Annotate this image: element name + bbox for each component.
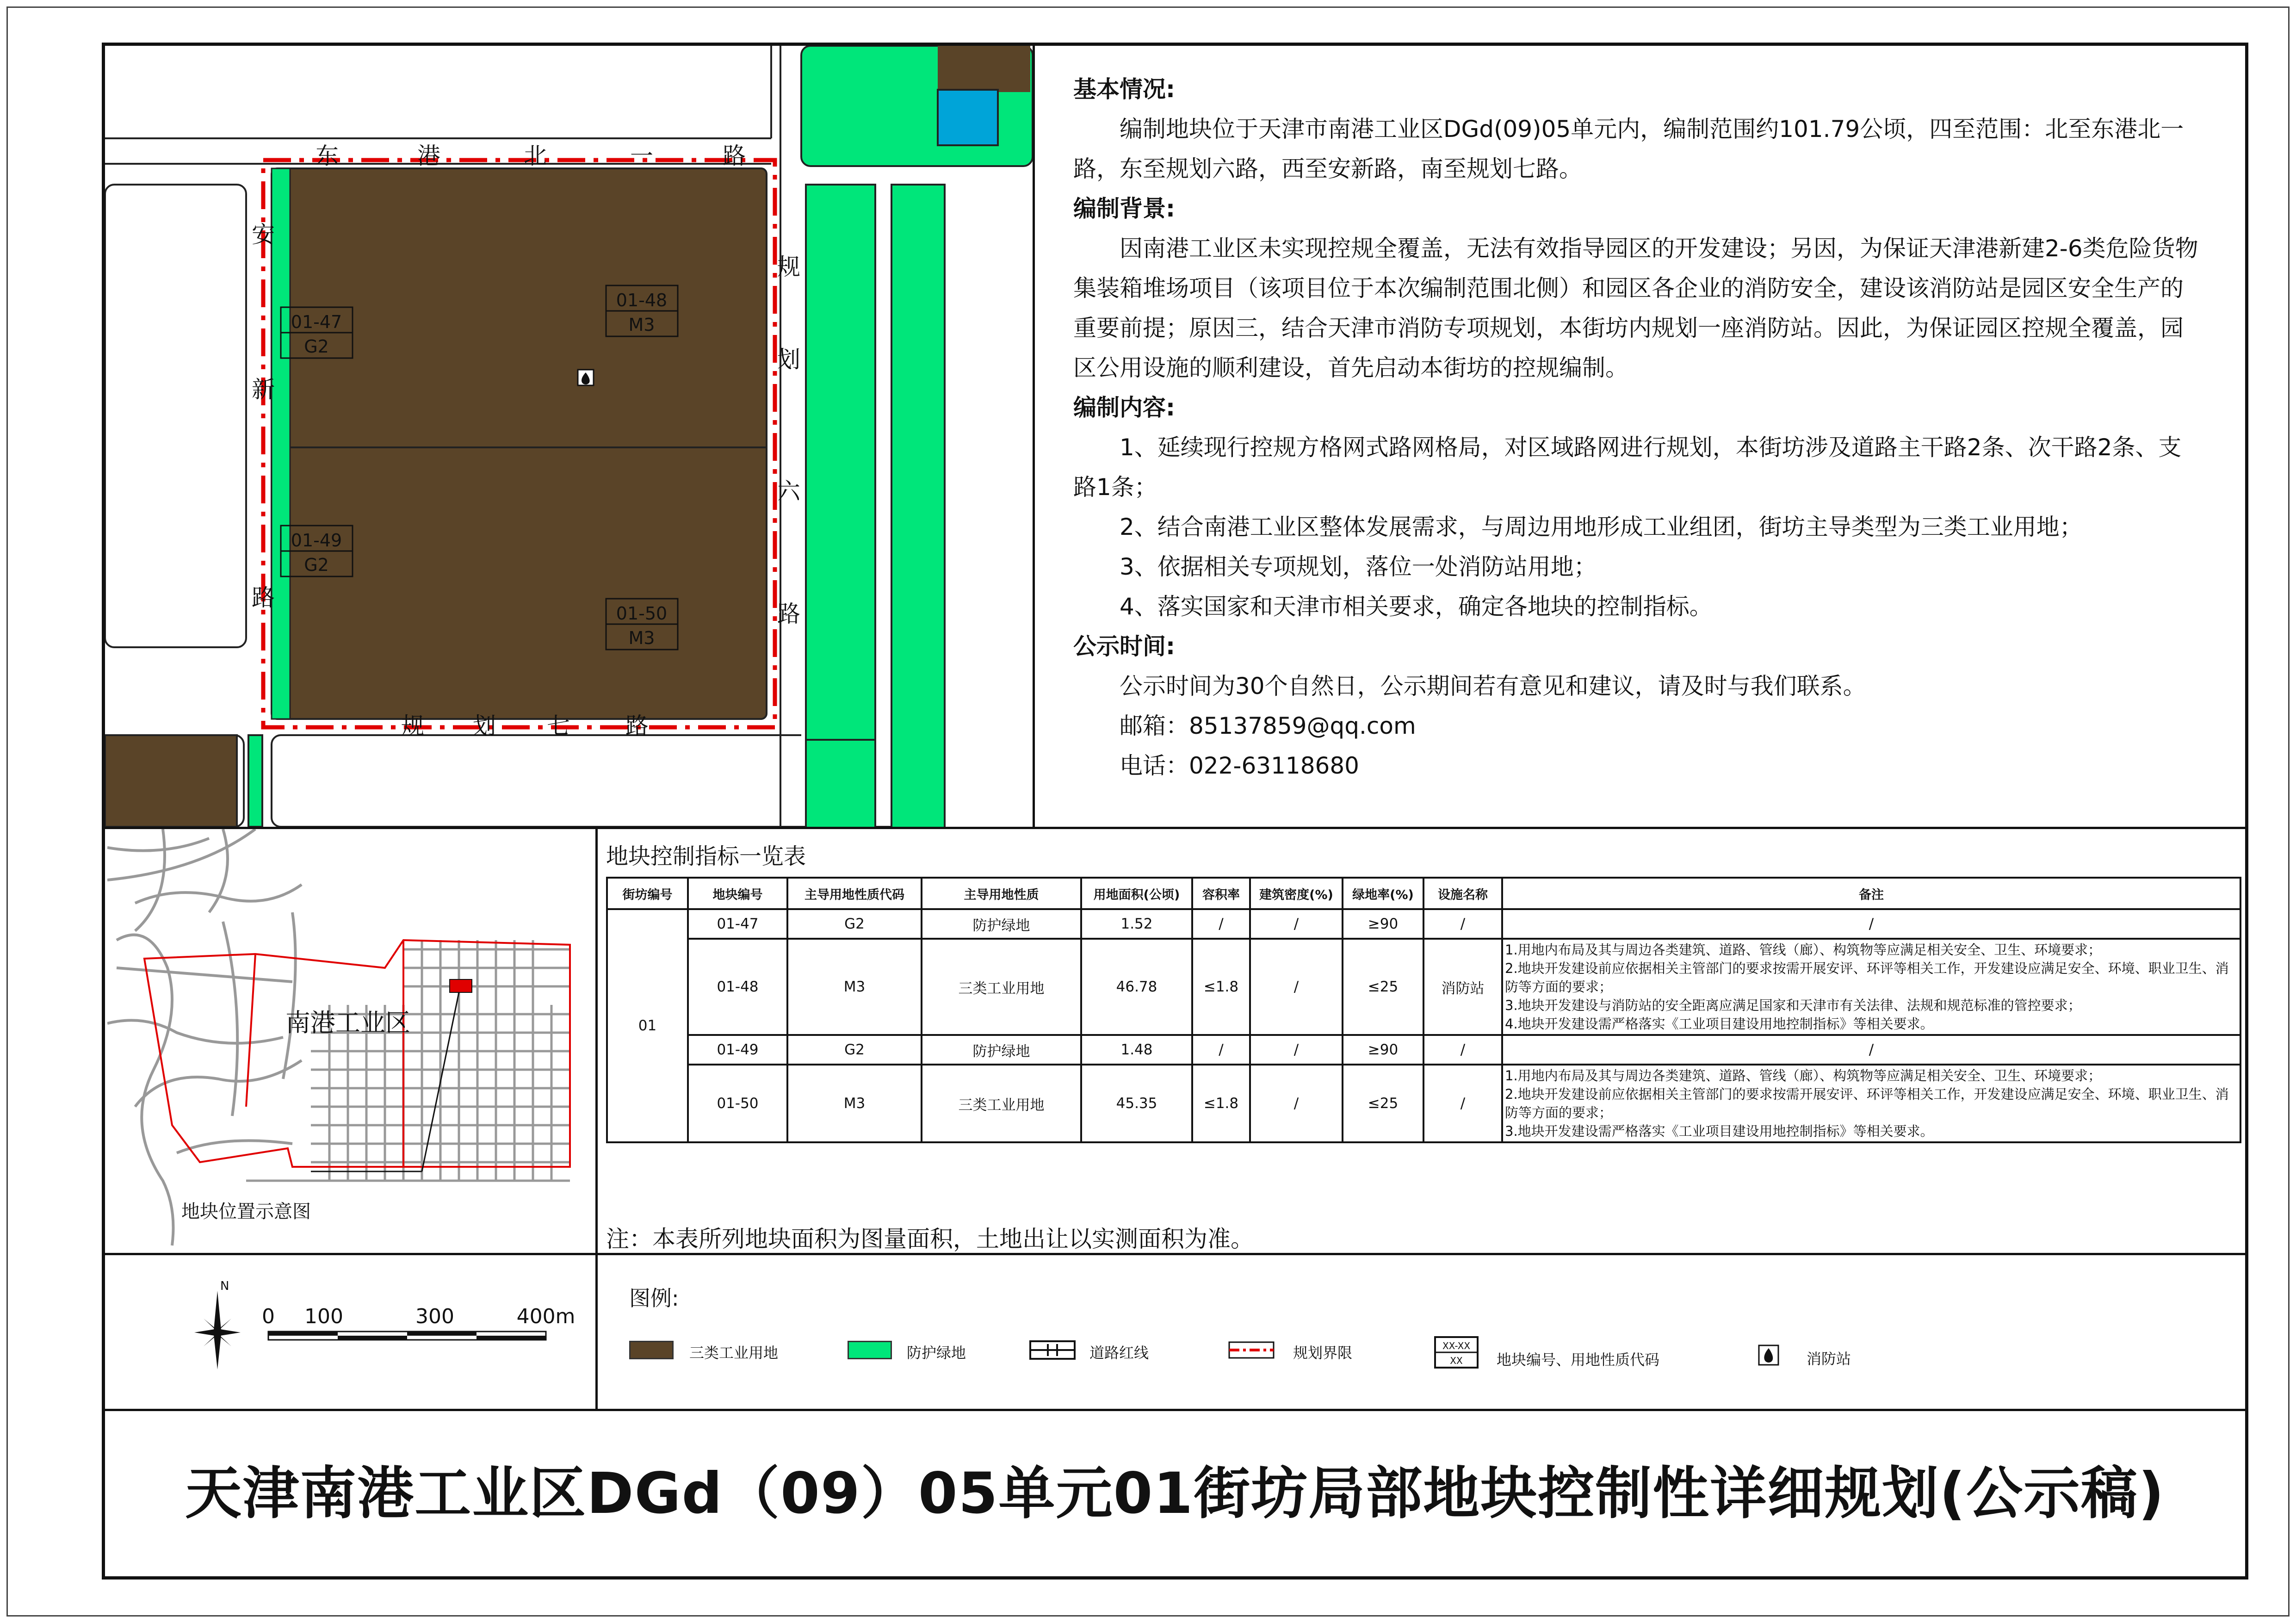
divider-legend-title xyxy=(105,1409,2245,1411)
scale-label: 0 xyxy=(262,1305,275,1328)
parcel-code-01-48: 01-48 xyxy=(616,290,668,310)
cell-note xyxy=(1502,1065,2240,1142)
info-phone: 电话：022-63118680 xyxy=(1120,752,1359,779)
cell-far: ≤1.8 xyxy=(1192,1065,1250,1142)
col-header: 主导用地性质 xyxy=(922,878,1081,909)
info-background-text: 因南港工业区未实现控规全覆盖，无法有效指导园区的开发建设；另因，为保证天津港新建2-6类危险货物集装箱堆场项目（该项目位于本次编制范围北侧）和园区各企业的消防安全，建设该消防站是园区安全生产的重要前提；原因三，结合天津市消防专项规划，本街坊内规划一座消防站。因此，为保证园区控规全覆盖，园区公用设施的顺利建设，首先启动本街坊的控规编制。 xyxy=(1073,235,2198,381)
legend-boundary-icon xyxy=(1228,1339,1275,1361)
divider-map-info xyxy=(1033,46,1035,828)
scale-bar xyxy=(262,1305,575,1340)
cell-density: / xyxy=(1250,1035,1343,1065)
parcel-code-01-50: 01-50 xyxy=(616,603,668,624)
legend-label-fire-station: 消防站 xyxy=(1807,1350,1851,1368)
info-panel xyxy=(1073,69,2202,786)
cell-note xyxy=(1502,939,2240,1035)
road-north-char-4: 一 xyxy=(630,142,653,169)
col-header: 备注 xyxy=(1502,878,2240,909)
cell-green: ≥90 xyxy=(1343,1035,1423,1065)
info-content-item: 4、落实国家和天津市相关要求，确定各地块的控制指标。 xyxy=(1120,593,1713,620)
road-north-char-5: 路 xyxy=(723,142,746,169)
table-row xyxy=(607,909,2240,939)
fire-station-icon xyxy=(578,370,594,385)
cell-far: / xyxy=(1192,909,1250,939)
cell-area: 46.78 xyxy=(1081,939,1192,1035)
info-email: 邮箱：85137859@qq.com xyxy=(1120,712,1416,739)
legend-label-industrial: 三类工业用地 xyxy=(689,1344,779,1362)
road-south-char-4: 路 xyxy=(625,712,649,739)
col-header: 地块编号 xyxy=(688,878,787,909)
block-code-cell: 01 xyxy=(607,909,688,1142)
road-east-char-3: 六 xyxy=(777,478,800,505)
north-label: N xyxy=(220,1279,229,1293)
info-heading-background: 编制背景: xyxy=(1073,195,1175,222)
cell-landuse-code: M3 xyxy=(787,939,922,1035)
cell-landuse: 三类工业用地 xyxy=(922,1065,1081,1142)
cell-green: ≤25 xyxy=(1343,939,1423,1035)
cell-density: / xyxy=(1250,1065,1343,1142)
note-line: 4.地块开发建设需严格落实《工业项目建设用地控制指标》等相关要求。 xyxy=(1505,1016,1934,1032)
cell-density: / xyxy=(1250,939,1343,1035)
col-header: 用地面积(公顷) xyxy=(1081,878,1192,909)
parcel-code-01-49: 01-49 xyxy=(291,530,342,551)
site-plan-map xyxy=(105,46,1033,827)
location-map xyxy=(107,829,593,1251)
cell-area: 1.52 xyxy=(1081,909,1192,939)
road-west-char-1: 安 xyxy=(252,221,275,248)
legend-title: 图例: xyxy=(629,1286,679,1311)
cell-green: ≤25 xyxy=(1343,1065,1423,1142)
cell-facility: / xyxy=(1423,909,1502,939)
cell-green: ≥90 xyxy=(1343,909,1423,939)
control-index-table xyxy=(606,877,2241,1143)
legend-swatch-industrial xyxy=(629,1341,674,1359)
district-label: 南港工业区 xyxy=(285,1008,410,1037)
parcel-landuse-01-48: M3 xyxy=(628,315,655,335)
note-line: 3.地块开发建设与消防站的安全距离应满足国家和天津市有关法律、法规和规范标准的管控要求； xyxy=(1505,997,2081,1013)
cell-code: 01-48 xyxy=(688,939,787,1035)
parcel-landuse-01-49: G2 xyxy=(304,555,329,575)
legend-swatch-green xyxy=(848,1341,892,1359)
table-row xyxy=(607,1065,2240,1142)
road-west-char-3: 路 xyxy=(252,584,275,611)
road-south-char-3: 七 xyxy=(547,712,570,739)
location-caption: 地块位置示意图 xyxy=(181,1201,311,1222)
parcel-landuse-01-47: G2 xyxy=(304,336,329,357)
legend-parcel-code-icon xyxy=(1434,1336,1479,1369)
legend-fire-station-icon xyxy=(1758,1344,1779,1366)
legend-label-green: 防护绿地 xyxy=(907,1344,966,1362)
scale-label: 100 xyxy=(304,1305,343,1328)
cell-landuse-code: G2 xyxy=(787,1035,922,1065)
col-header: 街坊编号 xyxy=(607,878,688,909)
note-line: 2.地块开发建设前应依据相关主管部门的要求按需开展安评、环评等相关工作，开发建设应满足安全、环境、职业卫生、消防等方面的要求； xyxy=(1505,960,2229,995)
parcel-landuse-01-50: M3 xyxy=(628,628,655,648)
road-north-char-2: 港 xyxy=(417,142,440,169)
cell-landuse: 三类工业用地 xyxy=(922,939,1081,1035)
scale-label: 400m xyxy=(516,1305,576,1328)
north-arrow-icon xyxy=(194,1279,241,1369)
note-line: 1.用地内布局及其与周边各类建筑、道路、管线（廊）、构筑物等应满足相关安全、卫生、环境要求； xyxy=(1505,942,2102,958)
col-header: 绿地率(%) xyxy=(1343,878,1423,909)
cell-landuse: 防护绿地 xyxy=(922,909,1081,939)
cell-facility: / xyxy=(1423,1035,1502,1065)
scale-label: 300 xyxy=(415,1305,454,1328)
road-south-char-2: 划 xyxy=(473,712,496,739)
legend-road-redline-icon xyxy=(1029,1339,1076,1361)
note-line: 3.地块开发建设需严格落实《工业项目建设用地控制指标》等相关要求。 xyxy=(1505,1123,1934,1139)
parcel-code-01-47: 01-47 xyxy=(291,312,342,332)
road-east-char-4: 路 xyxy=(777,601,800,627)
info-content-item: 1、延续现行控规方格网式路网格局，对区域路网进行规划，本街坊涉及道路主干路2条、次干路2条、支路1条； xyxy=(1073,434,2182,501)
info-content-item: 3、依据相关专项规划，落位一处消防站用地； xyxy=(1120,553,1597,580)
cell-landuse: 防护绿地 xyxy=(922,1035,1081,1065)
info-content-item: 2、结合南港工业区整体发展需求，与周边用地形成工业组团，街坊主导类型为三类工业用地； xyxy=(1120,514,2083,540)
cell-far: ≤1.8 xyxy=(1192,939,1250,1035)
table-title: 地块控制指标一览表 xyxy=(606,843,806,869)
cell-landuse-code: M3 xyxy=(787,1065,922,1142)
cell-code: 01-50 xyxy=(688,1065,787,1142)
table-footnote: 注：本表所列地块面积为图量面积，土地出让以实测面积为准。 xyxy=(606,1226,1254,1252)
table-row xyxy=(607,939,2240,1035)
cell-code: 01-49 xyxy=(688,1035,787,1065)
legend-label-road-redline: 道路红线 xyxy=(1089,1344,1149,1362)
legend-label-parcel-code: 地块编号、用地性质代码 xyxy=(1497,1351,1660,1369)
cell-facility: 消防站 xyxy=(1423,939,1502,1035)
cell-far: / xyxy=(1192,1035,1250,1065)
cell-density: / xyxy=(1250,909,1343,939)
info-heading-content: 编制内容: xyxy=(1073,394,1175,421)
col-header: 设施名称 xyxy=(1423,878,1502,909)
col-header: 主导用地性质代码 xyxy=(787,878,922,909)
road-north-char-3: 北 xyxy=(524,142,547,169)
col-header: 容积率 xyxy=(1192,878,1250,909)
note-line: 2.地块开发建设前应依据相关主管部门的要求按需开展安评、环评等相关工作，开发建设应满足安全、环境、职业卫生、消防等方面的要求； xyxy=(1505,1086,2229,1121)
cell-landuse-code: G2 xyxy=(787,909,922,939)
cell-code: 01-47 xyxy=(688,909,787,939)
drawing-title: 天津南港工业区DGd（09）05单元01街坊局部地块控制性详细规划(公示稿) xyxy=(185,1461,2165,1526)
legend-symbol-top: XX-XX xyxy=(1442,1340,1471,1351)
info-basic-text: 编制地块位于天津市南港工业区DGd(09)05单元内，编制范围约101.79公顷，四至范围：北至东港北一路，东至规划六路，西至安新路，南至规划七路。 xyxy=(1073,116,2184,182)
road-north-char-1: 东 xyxy=(316,142,339,169)
cell-note: / xyxy=(1502,1035,2240,1065)
road-west-char-2: 新 xyxy=(252,376,275,403)
road-east-char-1: 规 xyxy=(777,254,800,280)
table-row xyxy=(607,1035,2240,1065)
road-south-char-1: 规 xyxy=(401,712,424,739)
legend-label-boundary: 规划界限 xyxy=(1293,1344,1353,1362)
cell-area: 1.48 xyxy=(1081,1035,1192,1065)
info-heading-basic: 基本情况: xyxy=(1073,76,1175,103)
col-header: 建筑密度(%) xyxy=(1250,878,1343,909)
cell-note: / xyxy=(1502,909,2240,939)
divider-left-column xyxy=(595,827,598,1410)
note-line: 1.用地内布局及其与周边各类建筑、道路、管线（廊）、构筑物等应满足相关安全、卫生、环境要求； xyxy=(1505,1068,2102,1084)
legend-symbol-bottom: XX xyxy=(1450,1355,1463,1366)
cell-area: 45.35 xyxy=(1081,1065,1192,1142)
info-heading-period: 公示时间: xyxy=(1073,633,1175,660)
info-period-text: 公示时间为30个自然日，公示期间若有意见和建议，请及时与我们联系。 xyxy=(1120,673,1866,700)
scale-and-north xyxy=(185,1277,583,1383)
road-east-char-2: 划 xyxy=(777,346,800,373)
cell-facility: / xyxy=(1423,1065,1502,1142)
